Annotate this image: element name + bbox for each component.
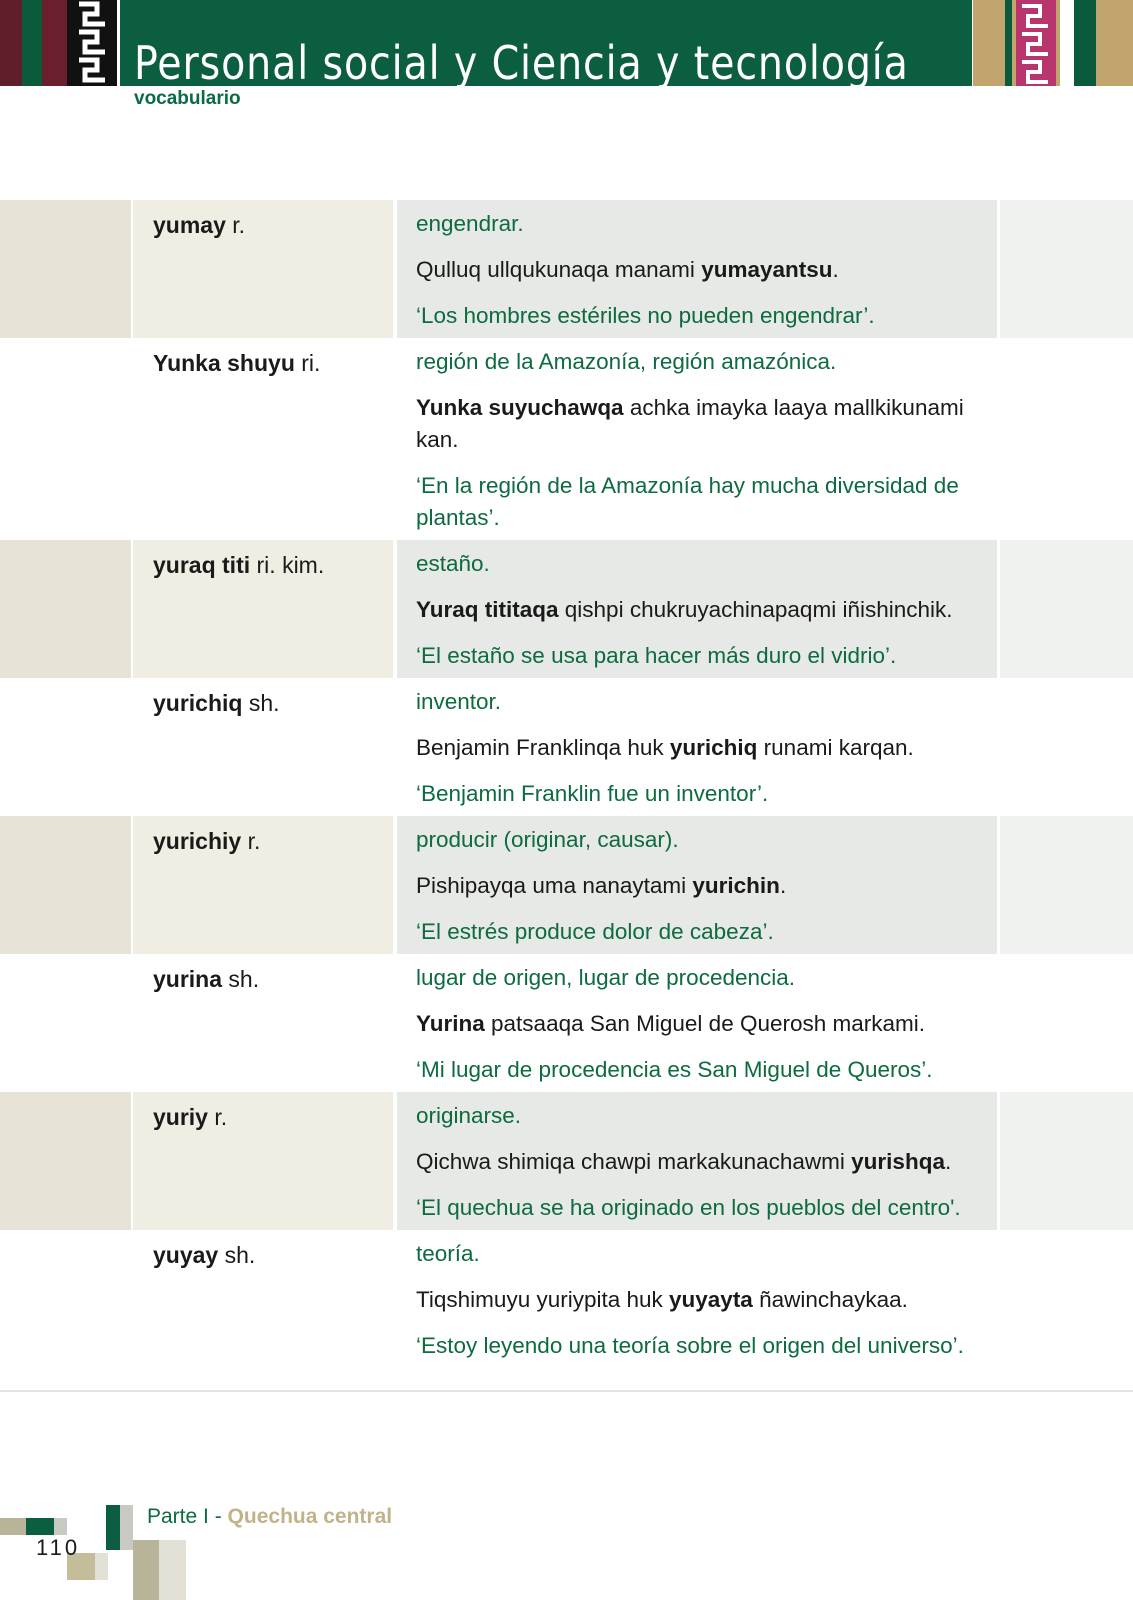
header-right-band	[973, 0, 1005, 86]
vocab-entry	[0, 540, 1133, 678]
header-right-stripe	[1005, 0, 1012, 86]
headword	[153, 1104, 227, 1131]
part-of-speech: ri. kim.	[256, 552, 325, 578]
part-of-speech: r.	[232, 212, 246, 238]
footer-block	[26, 1518, 54, 1535]
meaning: producir (originar, causar).	[416, 827, 679, 852]
definition	[416, 816, 996, 954]
footer-block	[54, 1518, 67, 1535]
headword	[153, 212, 245, 239]
part-of-speech: ri.	[301, 350, 321, 376]
footer-block	[133, 1540, 159, 1600]
vocab-entry	[0, 1230, 1133, 1368]
headword	[153, 966, 259, 993]
vocab-entry	[0, 678, 1133, 816]
footer-block	[0, 1518, 26, 1535]
part-of-speech: r.	[247, 828, 261, 854]
andean-pattern-icon	[67, 0, 117, 86]
definition	[416, 954, 996, 1092]
vocab-entry	[0, 816, 1133, 954]
definition	[416, 1092, 996, 1230]
definition	[416, 338, 996, 540]
page-header	[0, 0, 1133, 90]
meaning: engendrar.	[416, 211, 524, 236]
example-sentence: Yunka suyuchawqa achka imayka laaya mallkikunami kan.	[416, 395, 964, 452]
header-left-band	[0, 0, 22, 86]
headword-text: yurina	[153, 966, 223, 992]
headword	[153, 552, 324, 579]
headword	[153, 1242, 255, 1269]
meaning: región de la Amazonía, región amazónica.	[416, 349, 837, 374]
header-right-band	[1096, 0, 1133, 86]
example-sentence: Pishipayqa uma nanaytami yurichin.	[416, 873, 787, 898]
headword-text: yuraq titi	[153, 552, 251, 578]
definition	[416, 1230, 996, 1368]
andean-pattern-icon	[1012, 0, 1060, 86]
example-sentence: Tiqshimuyu yuriypita huk yuyayta ñawinchaykaa.	[416, 1287, 908, 1312]
translation: ‘El estaño se usa para hacer más duro el vidrio’.	[416, 643, 897, 668]
definition	[416, 678, 996, 816]
headword	[153, 828, 260, 855]
footer-part-label: Parte I - Quechua central	[147, 1505, 393, 1528]
divider	[0, 1390, 1133, 1392]
example-sentence: Yurina patsaaqa San Miguel de Querosh markami.	[416, 1011, 926, 1036]
part-of-speech: sh.	[228, 966, 260, 992]
example-sentence: Qulluq ullqukunaqa manami yumayantsu.	[416, 257, 839, 282]
meaning: lugar de origen, lugar de procedencia.	[416, 965, 796, 990]
translation: ‘Mi lugar de procedencia es San Miguel de Queros’.	[416, 1057, 933, 1082]
meaning: inventor.	[416, 689, 502, 714]
page-number: 110	[36, 1535, 81, 1560]
definition	[416, 200, 996, 338]
translation: ‘Los hombres estériles no pueden engendrar’.	[416, 303, 875, 328]
translation: ‘Benjamin Franklin fue un inventor’.	[416, 781, 769, 806]
footer-block	[106, 1505, 120, 1550]
vocab-entry	[0, 200, 1133, 338]
definition	[416, 540, 996, 678]
headword	[153, 690, 280, 717]
vocab-entry	[0, 1092, 1133, 1230]
meaning: estaño.	[416, 551, 490, 576]
part-of-speech: sh.	[248, 690, 280, 716]
vocab-entry	[0, 338, 1133, 540]
part-of-speech: sh.	[224, 1242, 256, 1268]
footer-block	[120, 1505, 133, 1550]
translation: ‘El quechua se ha originado en los pueblos del centro'.	[416, 1195, 961, 1220]
headword-text: yuriy	[153, 1104, 208, 1130]
headword	[153, 350, 320, 377]
example-sentence: Benjamin Franklinqa huk yurichiq runami karqan.	[416, 735, 914, 760]
headword-text: yurichiy	[153, 828, 242, 854]
translation: ‘El estrés produce dolor de cabeza’.	[416, 919, 774, 944]
vocab-entry	[0, 954, 1133, 1092]
footer-block	[95, 1553, 108, 1580]
header-right-stripe	[1074, 0, 1096, 86]
vocabulary-list	[0, 200, 1133, 1368]
header-left-stripe	[42, 0, 67, 86]
translation: ‘Estoy leyendo una teoría sobre el origen del universo’.	[416, 1333, 964, 1358]
part-of-speech: r.	[214, 1104, 228, 1130]
headword-text: Yunka shuyu	[153, 350, 295, 376]
example-sentence: Yuraq tititaqa qishpi chukruyachinapaqmi iñishinchik.	[416, 597, 953, 622]
example-sentence: Qichwa shimiqa chawpi markakunachawmi yurishqa.	[416, 1149, 952, 1174]
translation: ‘En la región de la Amazonía hay mucha diversidad de plantas’.	[416, 473, 959, 530]
meaning: originarse.	[416, 1103, 522, 1128]
page-title: Personal social y Ciencia y tecnología	[134, 36, 909, 90]
meaning: teoría.	[416, 1241, 480, 1266]
headword-text: yumay	[153, 212, 226, 238]
headword-text: yurichiq	[153, 690, 243, 716]
headword-text: yuyay	[153, 1242, 219, 1268]
section-label: vocabulario	[134, 88, 241, 109]
footer-block	[159, 1540, 186, 1600]
header-left-stripe	[22, 0, 42, 86]
